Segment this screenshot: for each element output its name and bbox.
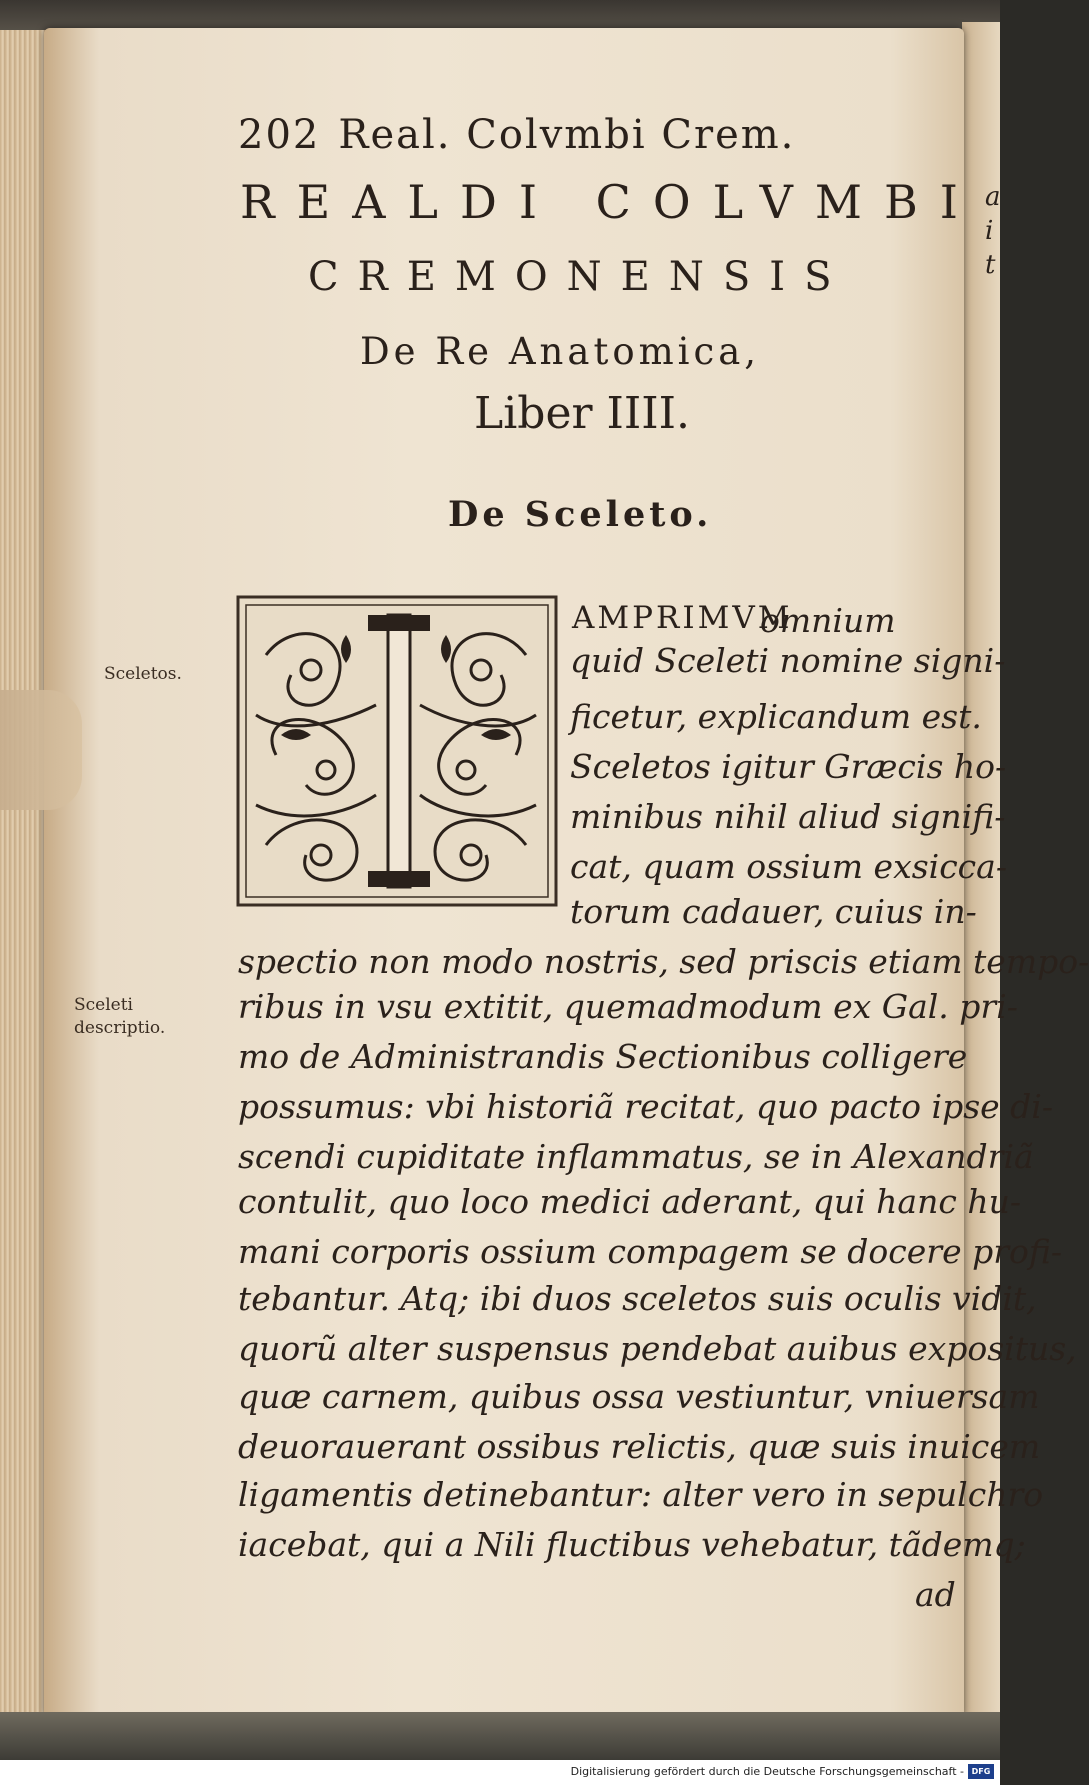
- title-work-line: De Re Anatomica,: [360, 330, 761, 373]
- text-line: ficetur, explicandum est.: [570, 697, 982, 736]
- text-line: scendi cupiditate inflammatus, se in Alexandriã: [238, 1137, 1034, 1176]
- facing-page-letters: a i t: [985, 182, 1001, 280]
- opening-capitals: AMPRIMVM: [572, 600, 793, 636]
- dfg-logo-icon: DFG: [968, 1764, 994, 1779]
- digitization-footer: [0, 1760, 1000, 1785]
- scan-background-bottom: [0, 1712, 1000, 1760]
- catchword: ad: [915, 1575, 956, 1614]
- margin-note-sceleti-descriptio: Sceleti descriptio.: [74, 995, 166, 1038]
- ornate-initial-icon: [236, 595, 558, 907]
- text-line: quorũ alter suspensus pendebat auibus expositus,: [238, 1329, 1077, 1368]
- text-line: contulit, quo loco medici aderant, qui hanc hu-: [238, 1182, 1021, 1221]
- text-line: tebantur. Atq; ibi duos sceletos suis oculis vidit,: [238, 1279, 1037, 1318]
- text-line: omnium: [760, 601, 896, 640]
- text-line: mani corporis ossium compagem se docere profi-: [238, 1232, 1063, 1271]
- text-line: iacebat, qui a Nili fluctibus vehebatur, tãdemq;: [238, 1525, 1026, 1564]
- running-head: [238, 112, 795, 158]
- bookmark-tab: [0, 690, 82, 810]
- title-author-line: REALDI COLVMBI: [240, 175, 980, 229]
- running-head-text: Real. Colvmbi Crem.: [338, 112, 796, 158]
- funding-credit: Digitalisierung gefördert durch die Deutsche Forschungsgemeinschaft -: [570, 1765, 964, 1778]
- text-line: possumus: vbi historiã recitat, quo pacto ipse di-: [238, 1087, 1053, 1126]
- title-book-line: Liber IIII.: [474, 388, 691, 439]
- text-line: ligamentis detinebantur: alter vero in sepulchro: [238, 1475, 1044, 1514]
- text-line: deuorauerant ossibus relictis, quæ suis inuicem: [238, 1427, 1041, 1466]
- section-heading: De Sceleto.: [448, 494, 713, 535]
- text-line: quæ carnem, quibus ossa vestiuntur, vniuersam: [238, 1377, 1040, 1416]
- text-line: cat, quam ossium exsicca-: [570, 847, 1007, 886]
- text-line: ribus in vsu extitit, quemadmodum ex Gal. pri-: [238, 987, 1018, 1026]
- text-line: quid Sceleti nomine signi-: [570, 641, 1006, 680]
- text-line: minibus nihil aliud signifi-: [570, 797, 1006, 836]
- text-line: torum cadauer, cuius in-: [570, 892, 977, 931]
- title-origin-line: CREMONENSIS: [308, 254, 851, 300]
- text-line: spectio non modo nostris, sed priscis etiam tempo-: [238, 942, 1089, 981]
- page-number: 202: [238, 112, 321, 158]
- text-line: Sceletos igitur Græcis ho-: [570, 747, 1007, 786]
- text-line: mo de Administrandis Sectionibus colligere: [238, 1037, 968, 1076]
- margin-note-sceletos: Sceletos.: [104, 664, 182, 684]
